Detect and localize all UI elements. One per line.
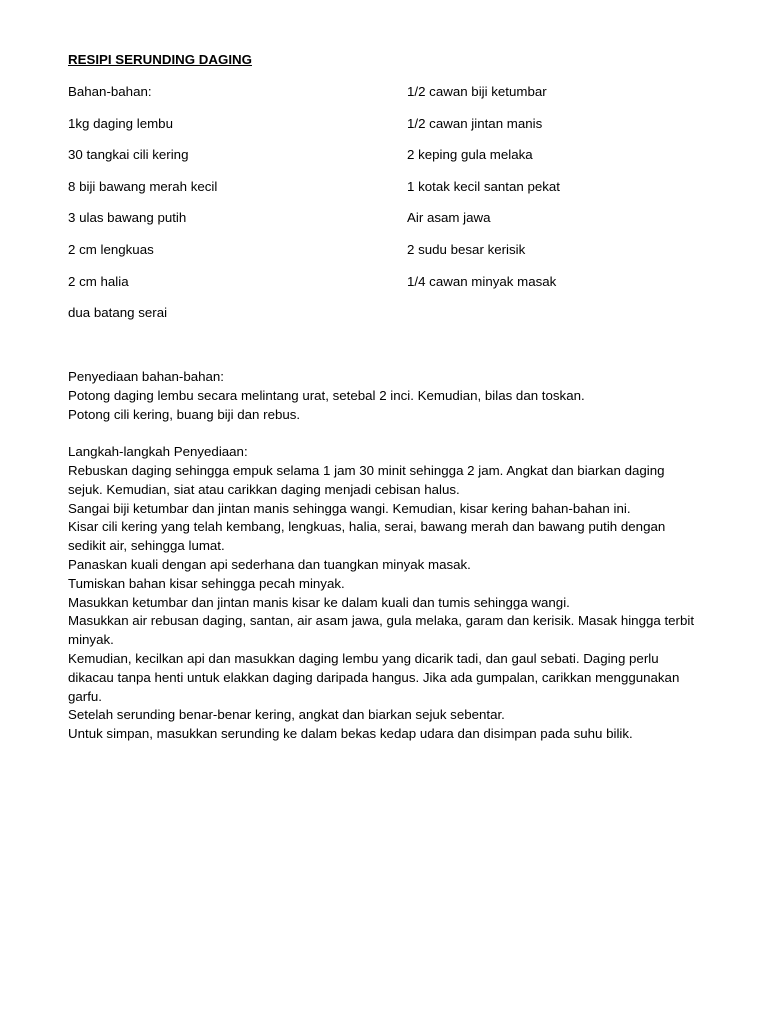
preparation-section <box>68 368 698 424</box>
steps-heading: Langkah-langkah Penyediaan: <box>68 444 248 460</box>
steps-section <box>68 443 698 744</box>
ingredient-item: Air asam jawa <box>407 210 491 226</box>
preparation-line: Potong cili kering, buang biji dan rebus. <box>68 406 301 422</box>
ingredient-item: 1/2 cawan jintan manis <box>407 115 543 131</box>
instructions-block <box>68 368 698 763</box>
recipe-title: RESIPI SERUNDING DAGING <box>68 52 252 67</box>
step-line: Kemudian, kecilkan api dan masukkan daging lembu yang dicarik tadi, dan gaul sebati. Daging perlu dikacau tanpa henti untuk elakkan daging daripada hangus. Jika ada gumpalan, carikkan menggunakan garfu. <box>68 650 680 704</box>
step-line: Panaskan kuali dengan api sederhana dan tuangkan minyak masak. <box>68 556 471 572</box>
ingredient-item: 1/2 cawan biji ketumbar <box>407 84 547 99</box>
step-line: Kisar cili kering yang telah kembang, lengkuas, halia, serai, bawang merah dan bawang putih dengan sedikit air, sehingga lumat. <box>68 519 666 554</box>
step-line: Rebuskan daging sehingga empuk selama 1 jam 30 minit sehingga 2 jam. Angkat dan biarkan daging sejuk. Kemudian, siat atau carikkan daging menjadi cebisan halus. <box>68 462 665 497</box>
step-line: Untuk simpan, masukkan serunding ke dalam bekas kedap udara dan disimpan pada suhu bilik. <box>68 726 633 742</box>
step-line: Setelah serunding benar-benar kering, angkat dan biarkan sejuk sebentar. <box>68 707 505 723</box>
preparation-heading: Penyediaan bahan-bahan: <box>68 369 225 384</box>
ingredient-item: 2 keping gula melaka <box>407 147 533 163</box>
ingredient-item: 3 ulas bawang putih <box>68 210 187 226</box>
ingredient-item: 2 sudu besar kerisik <box>407 241 526 257</box>
preparation-line: Potong daging lembu secara melintang urat, setebal 2 inci. Kemudian, bilas dan toskan. <box>68 387 585 403</box>
ingredient-item: dua batang serai <box>68 305 168 321</box>
ingredient-item: 1/4 cawan minyak masak <box>407 273 557 289</box>
ingredient-item: 30 tangkai cili kering <box>68 147 189 163</box>
ingredient-item: 2 cm halia <box>68 273 129 289</box>
ingredient-item: 1 kotak kecil santan pekat <box>407 178 561 194</box>
ingredients-heading: Bahan-bahan: <box>68 84 152 99</box>
step-line: Masukkan ketumbar dan jintan manis kisar ke dalam kuali dan tumis sehingga wangi. <box>68 594 570 610</box>
ingredients-right-column <box>407 84 727 305</box>
step-line: Masukkan air rebusan daging, santan, air asam jawa, gula melaka, garam dan kerisik. Masak hingga terbit minyak. <box>68 613 695 648</box>
step-line: Tumiskan bahan kisar sehingga pecah minyak. <box>68 575 345 591</box>
ingredients-left-column <box>68 84 388 337</box>
ingredient-item: 1kg daging lembu <box>68 115 173 131</box>
ingredient-item: 8 biji bawang merah kecil <box>68 178 218 194</box>
ingredient-item: 2 cm lengkuas <box>68 241 154 257</box>
step-line: Sangai biji ketumbar dan jintan manis sehingga wangi. Kemudian, kisar kering bahan-bahan ini. <box>68 500 631 516</box>
